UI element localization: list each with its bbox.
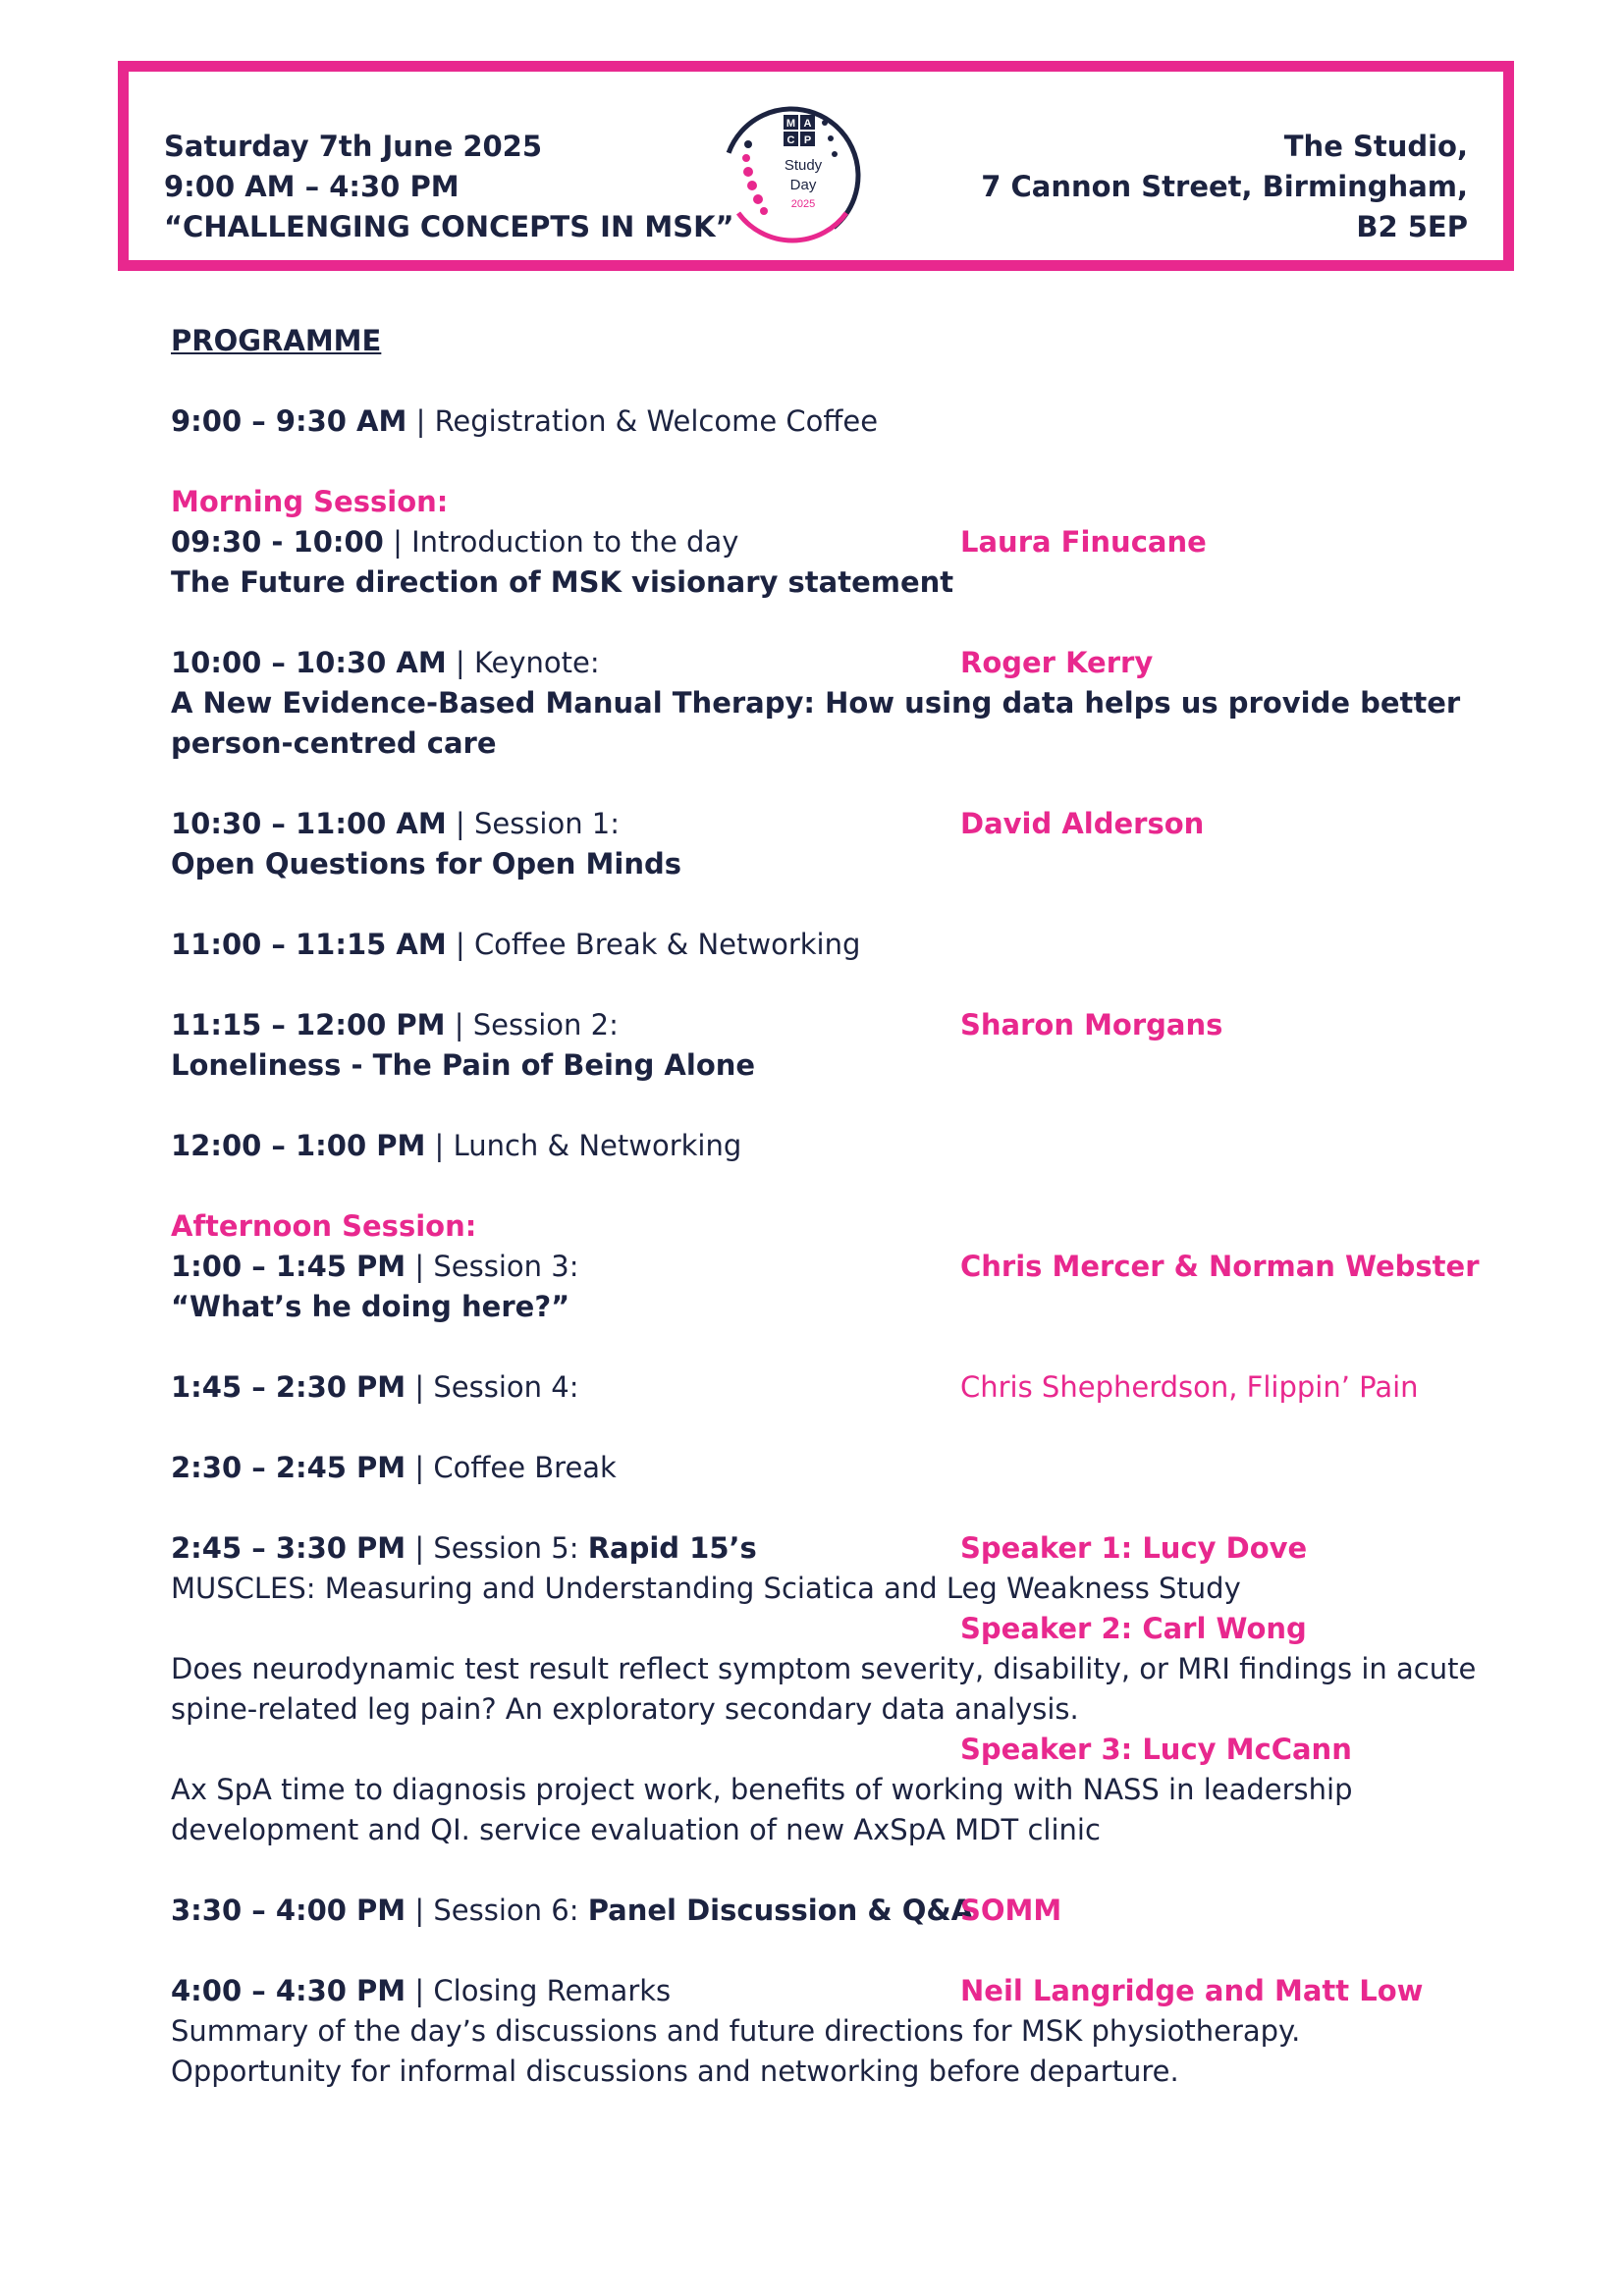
keynote-title-line-1: A New Evidence-Based Manual Therapy: How using data helps us provide better bbox=[171, 686, 1461, 720]
afternoon-session-label: Afternoon Session: bbox=[171, 1209, 477, 1243]
closing-summary-line-2: Opportunity for informal discussions and networking before departure. bbox=[171, 2055, 1179, 2088]
session-5-speaker-1: Speaker 1: Lucy Dove bbox=[960, 1531, 1308, 1565]
logo-letter-p: P bbox=[803, 134, 812, 146]
row-time: 11:00 – 11:15 AM bbox=[171, 928, 447, 961]
venue-line-3: B2 5EP bbox=[1356, 210, 1468, 243]
registration-row: 9:00 – 9:30 AM | Registration & Welcome Coffee bbox=[171, 404, 879, 438]
logo-letter-c: C bbox=[786, 134, 795, 146]
row-desc: Session 3: bbox=[433, 1250, 579, 1283]
session-5-talk-3-line-2: development and QI. service evaluation of new AxSpA MDT clinic bbox=[171, 1813, 1101, 1846]
session-1-row: 10:30 – 11:00 AM | Session 1: bbox=[171, 807, 621, 840]
row-time: 1:45 – 2:30 PM bbox=[171, 1370, 406, 1404]
session-2-title: Loneliness - The Pain of Being Alone bbox=[171, 1048, 756, 1082]
row-time: 10:30 – 11:00 AM bbox=[171, 807, 447, 840]
session-6-speaker: SOMM bbox=[960, 1894, 1062, 1927]
lunch-row: 12:00 – 1:00 PM | Lunch & Networking bbox=[171, 1129, 742, 1162]
row-desc: Coffee Break & Networking bbox=[473, 928, 861, 961]
logo-study: Study bbox=[784, 157, 823, 174]
row-desc: Session 2: bbox=[472, 1008, 619, 1041]
logo-letter-a: A bbox=[803, 118, 812, 130]
row-desc: Session 6: bbox=[433, 1894, 588, 1927]
session-5-speaker-3: Speaker 3: Lucy McCann bbox=[960, 1733, 1352, 1766]
venue-line-1: The Studio, bbox=[1283, 130, 1468, 163]
closing-row: 4:00 – 4:30 PM | Closing Remarks bbox=[171, 1974, 672, 2007]
session-5-talk-3-line-1: Ax SpA time to diagnosis project work, benefits of working with NASS in leadership bbox=[171, 1773, 1353, 1806]
session-1-speaker: David Alderson bbox=[960, 807, 1205, 840]
row-time: 11:15 – 12:00 PM bbox=[171, 1008, 446, 1041]
row-time: 09:30 - 10:00 bbox=[171, 525, 384, 559]
session-4-row: 1:45 – 2:30 PM | Session 4: bbox=[171, 1370, 579, 1404]
event-time: 9:00 AM – 4:30 PM bbox=[164, 170, 460, 203]
row-desc: Session 5: bbox=[433, 1531, 588, 1565]
row-desc: Closing Remarks bbox=[433, 1974, 672, 2007]
programme-heading: PROGRAMME bbox=[171, 324, 382, 357]
row-desc: Registration & Welcome Coffee bbox=[434, 404, 879, 438]
session-3-speaker: Chris Mercer & Norman Webster bbox=[960, 1250, 1480, 1283]
session-2-speaker: Sharon Morgans bbox=[960, 1008, 1223, 1041]
morning-session-label: Morning Session: bbox=[171, 485, 449, 518]
session-3-title: “What’s he doing here?” bbox=[171, 1290, 570, 1323]
closing-summary-line-1: Summary of the day’s discussions and future directions for MSK physiotherapy. bbox=[171, 2014, 1301, 2048]
intro-title: The Future direction of MSK visionary statement bbox=[171, 565, 954, 599]
row-desc: Session 1: bbox=[473, 807, 621, 840]
session-2-row: 11:15 – 12:00 PM | Session 2: bbox=[171, 1008, 619, 1041]
logo-letter-m: M bbox=[785, 118, 796, 130]
row-time: 4:00 – 4:30 PM bbox=[171, 1974, 406, 2007]
intro-speaker: Laura Finucane bbox=[960, 525, 1207, 559]
row-time: 3:30 – 4:00 PM bbox=[171, 1894, 406, 1927]
session-5-talk-2-line-1: Does neurodynamic test result reflect symptom severity, disability, or MRI findings in acute bbox=[171, 1652, 1477, 1685]
coffee-break-2-row: 2:30 – 2:45 PM | Coffee Break bbox=[171, 1451, 617, 1484]
session-6-row: 3:30 – 4:00 PM | Session 6: Panel Discussion & Q&A bbox=[171, 1894, 974, 1927]
logo-year: 2025 bbox=[790, 198, 816, 210]
row-desc: Session 4: bbox=[433, 1370, 579, 1404]
row-time: 1:00 – 1:45 PM bbox=[171, 1250, 406, 1283]
session-5-talk-1: MUSCLES: Measuring and Understanding Sciatica and Leg Weakness Study bbox=[171, 1572, 1241, 1605]
logo-day: Day bbox=[789, 177, 817, 193]
row-desc-bold: Rapid 15’s bbox=[587, 1531, 757, 1565]
venue-line-2: 7 Cannon Street, Birmingham, bbox=[981, 170, 1468, 203]
event-date: Saturday 7th June 2025 bbox=[164, 130, 543, 163]
session-5-speaker-2: Speaker 2: Carl Wong bbox=[960, 1612, 1307, 1645]
row-time: 9:00 – 9:30 AM bbox=[171, 404, 407, 438]
session-1-title: Open Questions for Open Minds bbox=[171, 847, 682, 881]
row-time: 10:00 – 10:30 AM bbox=[171, 646, 447, 679]
keynote-row: 10:00 – 10:30 AM | Keynote: bbox=[171, 646, 600, 679]
row-time: 2:45 – 3:30 PM bbox=[171, 1531, 406, 1565]
event-theme: “CHALLENGING CONCEPTS IN MSK” bbox=[164, 210, 734, 243]
row-time: 2:30 – 2:45 PM bbox=[171, 1451, 406, 1484]
session-3-row: 1:00 – 1:45 PM | Session 3: bbox=[171, 1250, 579, 1283]
keynote-title-line-2: person-centred care bbox=[171, 726, 497, 760]
session-5-row: 2:45 – 3:30 PM | Session 5: Rapid 15’s bbox=[171, 1531, 757, 1565]
keynote-speaker: Roger Kerry bbox=[960, 646, 1154, 679]
closing-speaker: Neil Langridge and Matt Low bbox=[960, 1974, 1424, 2007]
row-time: 12:00 – 1:00 PM bbox=[171, 1129, 426, 1162]
session-4-speaker: Chris Shepherdson, Flippin’ Pain bbox=[960, 1370, 1419, 1404]
row-desc: Coffee Break bbox=[433, 1451, 617, 1484]
row-desc: Lunch & Networking bbox=[453, 1129, 742, 1162]
session-5-talk-2-line-2: spine-related leg pain? An exploratory secondary data analysis. bbox=[171, 1692, 1079, 1726]
row-desc: Introduction to the day bbox=[411, 525, 739, 559]
row-desc: Keynote: bbox=[473, 646, 600, 679]
coffee-break-1-row: 11:00 – 11:15 AM | Coffee Break & Networking bbox=[171, 928, 861, 961]
intro-row: 09:30 - 10:00 | Introduction to the day bbox=[171, 525, 739, 559]
row-desc-bold: Panel Discussion & Q&A bbox=[587, 1894, 974, 1927]
